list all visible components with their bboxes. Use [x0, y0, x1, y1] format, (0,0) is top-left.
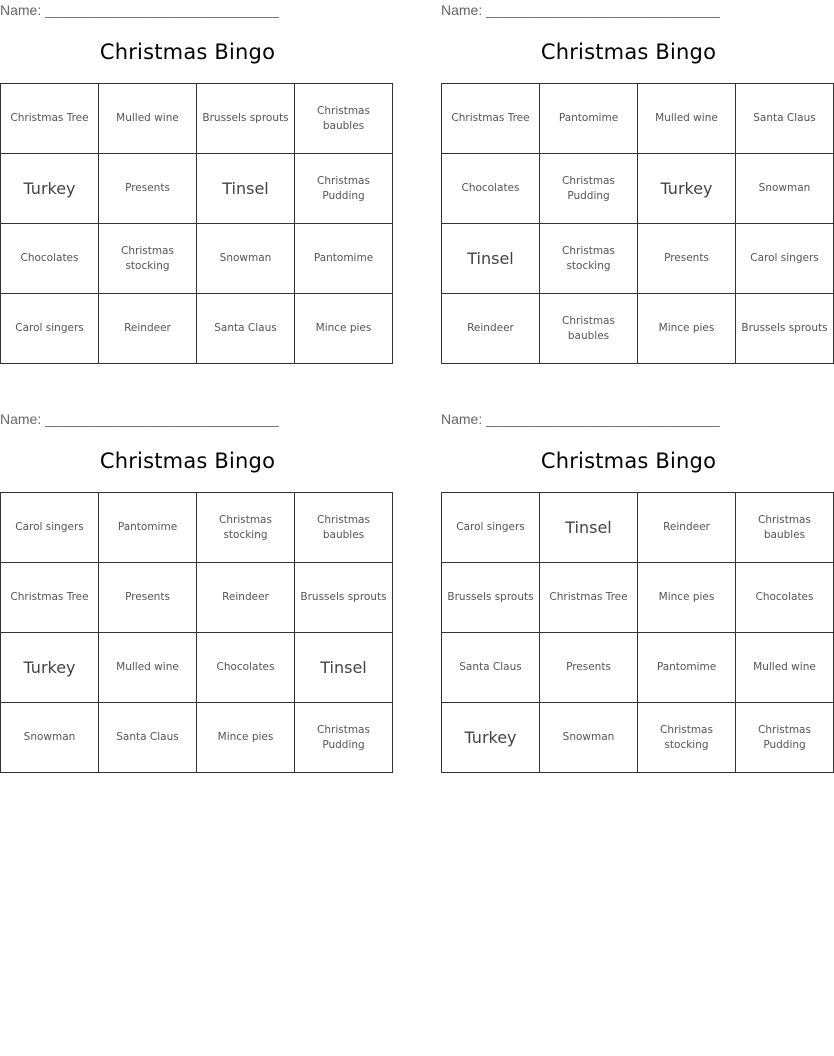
bingo-cell[interactable]: Christmas baubles	[540, 294, 638, 364]
grid-row	[442, 703, 834, 773]
grid-row	[1, 563, 393, 633]
bingo-cell[interactable]: Tinsel	[295, 633, 393, 703]
bingo-cell[interactable]: Brussels sprouts	[295, 563, 393, 633]
name-field[interactable]: Name: ______________________________	[0, 2, 279, 18]
bingo-cell[interactable]: Mince pies	[638, 294, 736, 364]
bingo-cell[interactable]: Brussels sprouts	[197, 84, 295, 154]
bingo-cell[interactable]: Turkey	[442, 703, 540, 773]
bingo-cell[interactable]: Snowman	[540, 703, 638, 773]
bingo-cell[interactable]: Presents	[638, 224, 736, 294]
grid-row	[442, 493, 834, 563]
bingo-cell[interactable]: Carol singers	[736, 224, 834, 294]
bingo-cell[interactable]: Mulled wine	[736, 633, 834, 703]
bingo-cell[interactable]: Christmas Pudding	[736, 703, 834, 773]
bingo-cell[interactable]: Carol singers	[1, 294, 99, 364]
bingo-cell[interactable]: Chocolates	[736, 563, 834, 633]
bingo-cell[interactable]: Christmas baubles	[295, 84, 393, 154]
bingo-cell[interactable]: Presents	[99, 563, 197, 633]
bingo-cell[interactable]: Christmas baubles	[736, 493, 834, 563]
bingo-cell[interactable]: Santa Claus	[736, 84, 834, 154]
grid-row	[442, 563, 834, 633]
card-title: Christmas Bingo	[99, 449, 276, 473]
bingo-cell[interactable]: Reindeer	[99, 294, 197, 364]
bingo-cell[interactable]: Pantomime	[540, 84, 638, 154]
bingo-cell[interactable]: Christmas stocking	[197, 493, 295, 563]
bingo-cell[interactable]: Snowman	[197, 224, 295, 294]
bingo-cell[interactable]: Chocolates	[197, 633, 295, 703]
bingo-cell[interactable]: Christmas Tree	[1, 563, 99, 633]
grid-row	[442, 224, 834, 294]
bingo-cell[interactable]: Pantomime	[638, 633, 736, 703]
bingo-cell[interactable]: Christmas stocking	[540, 224, 638, 294]
grid-row	[442, 633, 834, 703]
bingo-cell[interactable]: Santa Claus	[197, 294, 295, 364]
bingo-cell[interactable]: Mince pies	[638, 563, 736, 633]
bingo-cell[interactable]: Pantomime	[295, 224, 393, 294]
grid-row	[1, 224, 393, 294]
card-title: Christmas Bingo	[540, 40, 717, 64]
grid-row	[442, 84, 834, 154]
card-title: Christmas Bingo	[540, 449, 717, 473]
bingo-cell[interactable]: Snowman	[736, 154, 834, 224]
grid-row	[1, 84, 393, 154]
bingo-cell[interactable]: Brussels sprouts	[736, 294, 834, 364]
name-field[interactable]: Name: ______________________________	[441, 411, 720, 427]
bingo-cell[interactable]: Christmas Tree	[540, 563, 638, 633]
bingo-cell[interactable]: Mulled wine	[638, 84, 736, 154]
grid-row	[442, 154, 834, 224]
name-field[interactable]: Name: ______________________________	[441, 2, 720, 18]
bingo-cell[interactable]: Mince pies	[197, 703, 295, 773]
bingo-cell[interactable]: Santa Claus	[99, 703, 197, 773]
bingo-cell[interactable]: Presents	[99, 154, 197, 224]
bingo-cell[interactable]: Santa Claus	[442, 633, 540, 703]
bingo-cell[interactable]: Christmas Tree	[442, 84, 540, 154]
bingo-cell[interactable]: Reindeer	[638, 493, 736, 563]
bingo-cell[interactable]: Turkey	[1, 633, 99, 703]
bingo-cell[interactable]: Christmas stocking	[99, 224, 197, 294]
name-field[interactable]: Name: ______________________________	[0, 411, 279, 427]
grid-row	[1, 633, 393, 703]
bingo-grid	[0, 83, 393, 364]
bingo-cell[interactable]: Snowman	[1, 703, 99, 773]
bingo-cell[interactable]: Tinsel	[540, 493, 638, 563]
bingo-cell[interactable]: Turkey	[1, 154, 99, 224]
bingo-cell[interactable]: Presents	[540, 633, 638, 703]
bingo-cell[interactable]: Christmas stocking	[638, 703, 736, 773]
bingo-grid	[441, 83, 834, 364]
grid-row	[1, 703, 393, 773]
grid-row	[1, 154, 393, 224]
bingo-cell[interactable]: Christmas baubles	[295, 493, 393, 563]
grid-row	[1, 493, 393, 563]
bingo-cell[interactable]: Mince pies	[295, 294, 393, 364]
bingo-cell[interactable]: Tinsel	[197, 154, 295, 224]
bingo-cell[interactable]: Christmas Pudding	[295, 154, 393, 224]
bingo-grid	[441, 492, 834, 773]
bingo-cell[interactable]: Reindeer	[197, 563, 295, 633]
card-title: Christmas Bingo	[99, 40, 276, 64]
bingo-cell[interactable]: Reindeer	[442, 294, 540, 364]
bingo-cell[interactable]: Mulled wine	[99, 633, 197, 703]
grid-row	[1, 294, 393, 364]
bingo-cell[interactable]: Chocolates	[442, 154, 540, 224]
bingo-cell[interactable]: Christmas Tree	[1, 84, 99, 154]
bingo-cell[interactable]: Christmas Pudding	[295, 703, 393, 773]
bingo-grid	[0, 492, 393, 773]
bingo-cell[interactable]: Christmas Pudding	[540, 154, 638, 224]
bingo-cell[interactable]: Brussels sprouts	[442, 563, 540, 633]
bingo-cell[interactable]: Mulled wine	[99, 84, 197, 154]
bingo-cell[interactable]: Carol singers	[1, 493, 99, 563]
bingo-cell[interactable]: Tinsel	[442, 224, 540, 294]
bingo-cell[interactable]: Chocolates	[1, 224, 99, 294]
bingo-cell[interactable]: Turkey	[638, 154, 736, 224]
bingo-cell[interactable]: Pantomime	[99, 493, 197, 563]
grid-row	[442, 294, 834, 364]
bingo-cell[interactable]: Carol singers	[442, 493, 540, 563]
